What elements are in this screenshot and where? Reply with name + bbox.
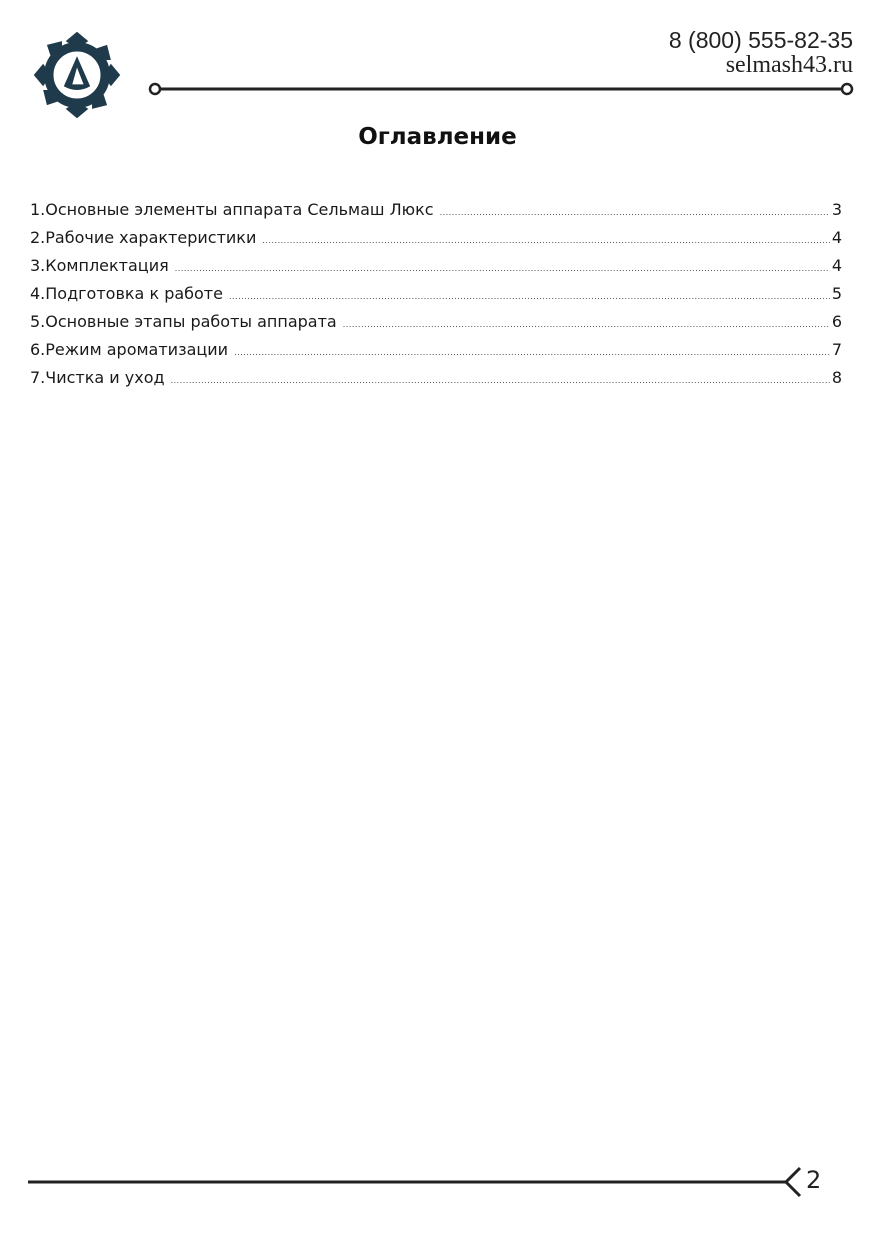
toc-entry-title: Подготовка к работе: [45, 284, 223, 303]
toc-entry-number: 2.: [30, 228, 46, 247]
toc-entry-title: Основные элементы аппарата Сельмаш Люкс: [45, 200, 434, 219]
toc-entry-number: 7.: [30, 368, 46, 387]
header-contacts: [669, 28, 853, 78]
toc-entry-number: 3.: [30, 256, 46, 275]
toc-entry[interactable]: [30, 284, 842, 312]
toc-dot-leader: [171, 376, 830, 385]
table-of-contents: [30, 200, 842, 396]
toc-entry[interactable]: [30, 256, 842, 284]
toc-entry-page: 5: [831, 284, 842, 303]
toc-dot-leader: [343, 320, 830, 329]
toc-entry-page: 7: [831, 340, 842, 359]
toc-entry[interactable]: [30, 340, 842, 368]
selmash-logo-icon: [30, 28, 124, 122]
page-number: 2: [806, 1166, 822, 1194]
website-url: selmash43.ru: [725, 52, 853, 78]
toc-dot-leader: [440, 208, 830, 217]
toc-entry-title: Основные этапы работы аппарата: [45, 312, 337, 331]
toc-entry-title: Комплектация: [45, 256, 169, 275]
toc-entry[interactable]: [30, 200, 842, 228]
phone-number: 8 (800) 555-82-35: [668, 27, 853, 53]
toc-entry[interactable]: [30, 312, 842, 340]
page-title: Оглавление: [358, 124, 517, 150]
toc-dot-leader: [175, 264, 830, 273]
toc-entry-page: 4: [831, 228, 842, 247]
toc-dot-leader: [234, 348, 830, 357]
header-divider: [148, 80, 854, 98]
footer-divider: [28, 1164, 808, 1200]
toc-entry-title: Режим ароматизации: [45, 340, 229, 359]
toc-entry-page: 3: [831, 200, 842, 219]
toc-entry[interactable]: [30, 228, 842, 256]
toc-dot-leader: [262, 236, 829, 245]
toc-entry-title: Рабочие характеристики: [45, 228, 257, 247]
toc-entry[interactable]: [30, 368, 842, 396]
toc-entry-page: 6: [831, 312, 842, 331]
toc-entry-title: Чистка и уход: [45, 368, 165, 387]
toc-entry-number: 5.: [30, 312, 46, 331]
toc-entry-number: 1.: [30, 200, 46, 219]
toc-entry-page: 8: [831, 368, 842, 387]
toc-dot-leader: [229, 292, 830, 301]
toc-entry-number: 4.: [30, 284, 46, 303]
toc-entry-number: 6.: [30, 340, 46, 359]
toc-entry-page: 4: [831, 256, 842, 275]
